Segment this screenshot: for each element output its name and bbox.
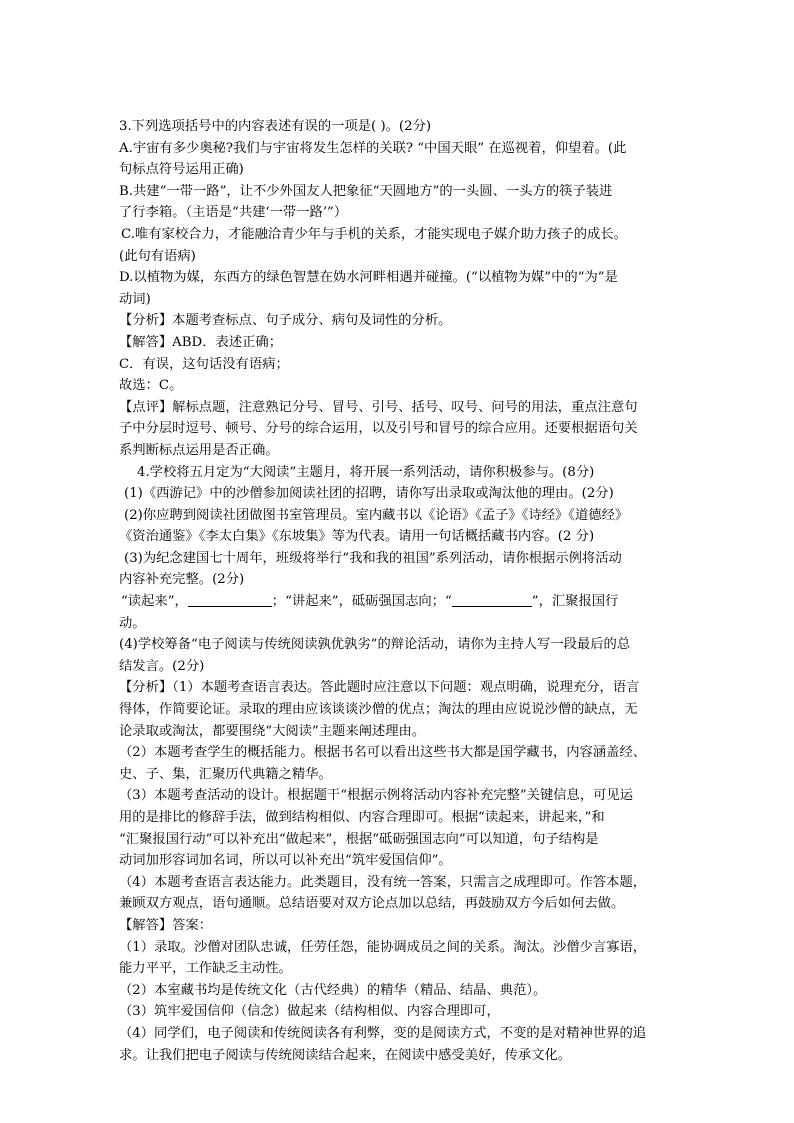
analysis-4-3-cont-1: 用的是排比的修辞手法，做到结构相似、内容合理即可。根据“读起来，讲起来，”和 [119,810,605,825]
comment-3: 【点评】解标点题，注意熟记分号、冒号、引号、括号、叹号、问号的用法，重点注意句 [119,399,638,415]
comment-3-cont-1: 子中分层时逗号、顿号、分号的综合运用，以及引号和冒号的综合应用。还要根据语句关 [119,421,638,437]
question-4-part-2-cont: 《资治通鉴》《李太白集》《东坡集》等为代表。请用一句话概括藏书内容。(2 分) [119,529,595,545]
option-d: D.以植物为媒，东西方的绿色智慧在妫水河畔相遇并碰撞。(“以植物为媒”中的“为”是 [119,270,618,286]
question-4-part-3-cont: 内容补充完整。(2分) [119,572,245,588]
analysis-4-3-cont-2: “汇聚报国行动”可以补充出“做起来”，根据“砥砺强国志向”可以知道，句子结构是 [119,831,599,847]
answer-3: 【解答】ABD．表述正确； [119,334,283,350]
document-page [119,116,684,1066]
fill-in-text-1: “读起来”， [121,594,188,610]
answer-3-cont: C．有误，这句话没有语病； [119,356,289,372]
answer-4-2: （2）本室藏书均是传统文化（古代经典）的精华（精品、结晶、典范）。 [119,982,547,998]
fill-blank-2[interactable] [452,592,532,607]
option-b-cont: 了行李箱。（主语是“共建‘一带一路’”） [119,205,348,221]
answer-4-4: （4）同学们，电子阅读和传统阅读各有利弊，变的是阅读方式，不变的是对精神世界的追 [119,1025,647,1041]
analysis-4-1-cont-2: 论录取或淘汰，都要围绕“大阅读”主题来阐述理由。 [119,723,426,739]
analysis-4-4: （4）本题考查语言表达能力。此类题目，没有统一答案，只需言之成理即可。作答本题， [119,874,647,890]
answer-3-choice: 故选：C。 [119,378,183,394]
comment-3-cont-2: 系判断标点运用是否正确。 [119,442,279,458]
fill-blank-1[interactable] [188,592,272,607]
analysis-4-3-cont-3: 动词加形容词加名词，所以可以补充出“筑牢爱国信仰”。 [119,853,452,869]
analysis-4-1-cont-1: 得体，作简要论证。录取的理由应该谈谈沙僧的优点；淘汰的理由应说说沙僧的缺点，无 [119,702,638,718]
fill-in-sentence [119,591,684,613]
answer-4-1: （1）录取。沙僧对团队忠诚，任劳任怨，能协调成员之间的关系。淘汰。沙僧少言寡语， [119,939,647,955]
analysis-4-2: （2）本题考查学生的概括能力。根据书名可以看出这些书大都是国学藏书，内容涵盖经、 [119,745,647,761]
option-d-cont: 动词) [119,291,151,307]
answer-4-3: （3）筑牢爱国信仰（信念）做起来（结构相似、内容合理即可， [119,1004,500,1020]
analysis-4-3: （3）本题考查活动的设计。根据题干“根据示例将活动内容补充完整”关键信息，可见运 [119,788,634,804]
question-4-part-4-cont: 结发言。(2分) [119,658,205,674]
answer-4-4-cont: 求。让我们把电子阅读与传统阅读结合起来，在阅读中感受美好，传承文化。 [119,1047,572,1063]
analysis-4-1: 【分析】（1）本题考查语言表达。答此题时应注意以下问题：观点明确，说理充分，语言 [119,680,640,696]
option-b: B.共建“一带一路”，让不少外国友人把象征“天圆地方”的一头圆、一头方的筷子装进 [119,183,613,199]
answer-4-heading: 【解答】答案： [119,917,213,933]
option-a: A.宇宙有多少奥秘?我们与宇宙将发生怎样的关联? “中国天眼” 在巡视着，仰望着。(此 [119,140,627,156]
option-c: C.唯有家校合力，才能融洽青少年与手机的关系，才能实现电子媒介助力孩子的成长。 [121,226,627,242]
question-4-part-4: (4)学校筹备“电子阅读与传统阅读孰优孰劣”的辩论活动，请你为主持人写一段最后的总 [119,637,631,653]
analysis-4-2-cont: 史、子、集，汇聚历代典籍之精华。 [119,766,332,782]
fill-in-text-2: ；“讲起来”，砥砺强国志向；“ [271,594,452,610]
question-4-part-2: (2)你应聘到阅读社团做图书室管理员。室内藏书以《论语》《孟子》《诗经》《道德经》 [124,507,629,523]
question-3-stem: 3.下列选项括号中的内容表述有误的一项是( )。(2分) [119,119,432,134]
question-4-part-3: (3)为纪念建国七十周年，班级将举行“我和我的祖国”系列活动，请你根据示例将活动 [124,550,622,566]
answer-4-1-cont: 能力平平，工作缺乏主动性。 [119,961,292,977]
question-4-stem: 4.学校将五月定为“大阅读”主题月，将开展一系列活动，请你积极参与。(8分) [137,464,595,480]
question-4-part-1: (1)《西游记》中的沙僧参加阅读社团的招聘，请你写出录取或淘汰他的理由。(2分) [124,486,614,502]
analysis-4-4-cont: 兼顾双方观点，语句通顺。总结语要对双方论点加以总结，再鼓励双方今后如何去做。 [119,896,625,912]
option-a-cont: 句标点符号运用正确) [119,162,244,178]
fill-in-text-3: ”，汇聚报国行 [531,594,619,610]
analysis-3: 【分析】本题考查标点、句子成分、病句及词性的分析。 [119,313,452,329]
fill-in-sentence-cont: 动。 [119,615,146,631]
option-c-cont: (此句有语病) [119,248,196,264]
